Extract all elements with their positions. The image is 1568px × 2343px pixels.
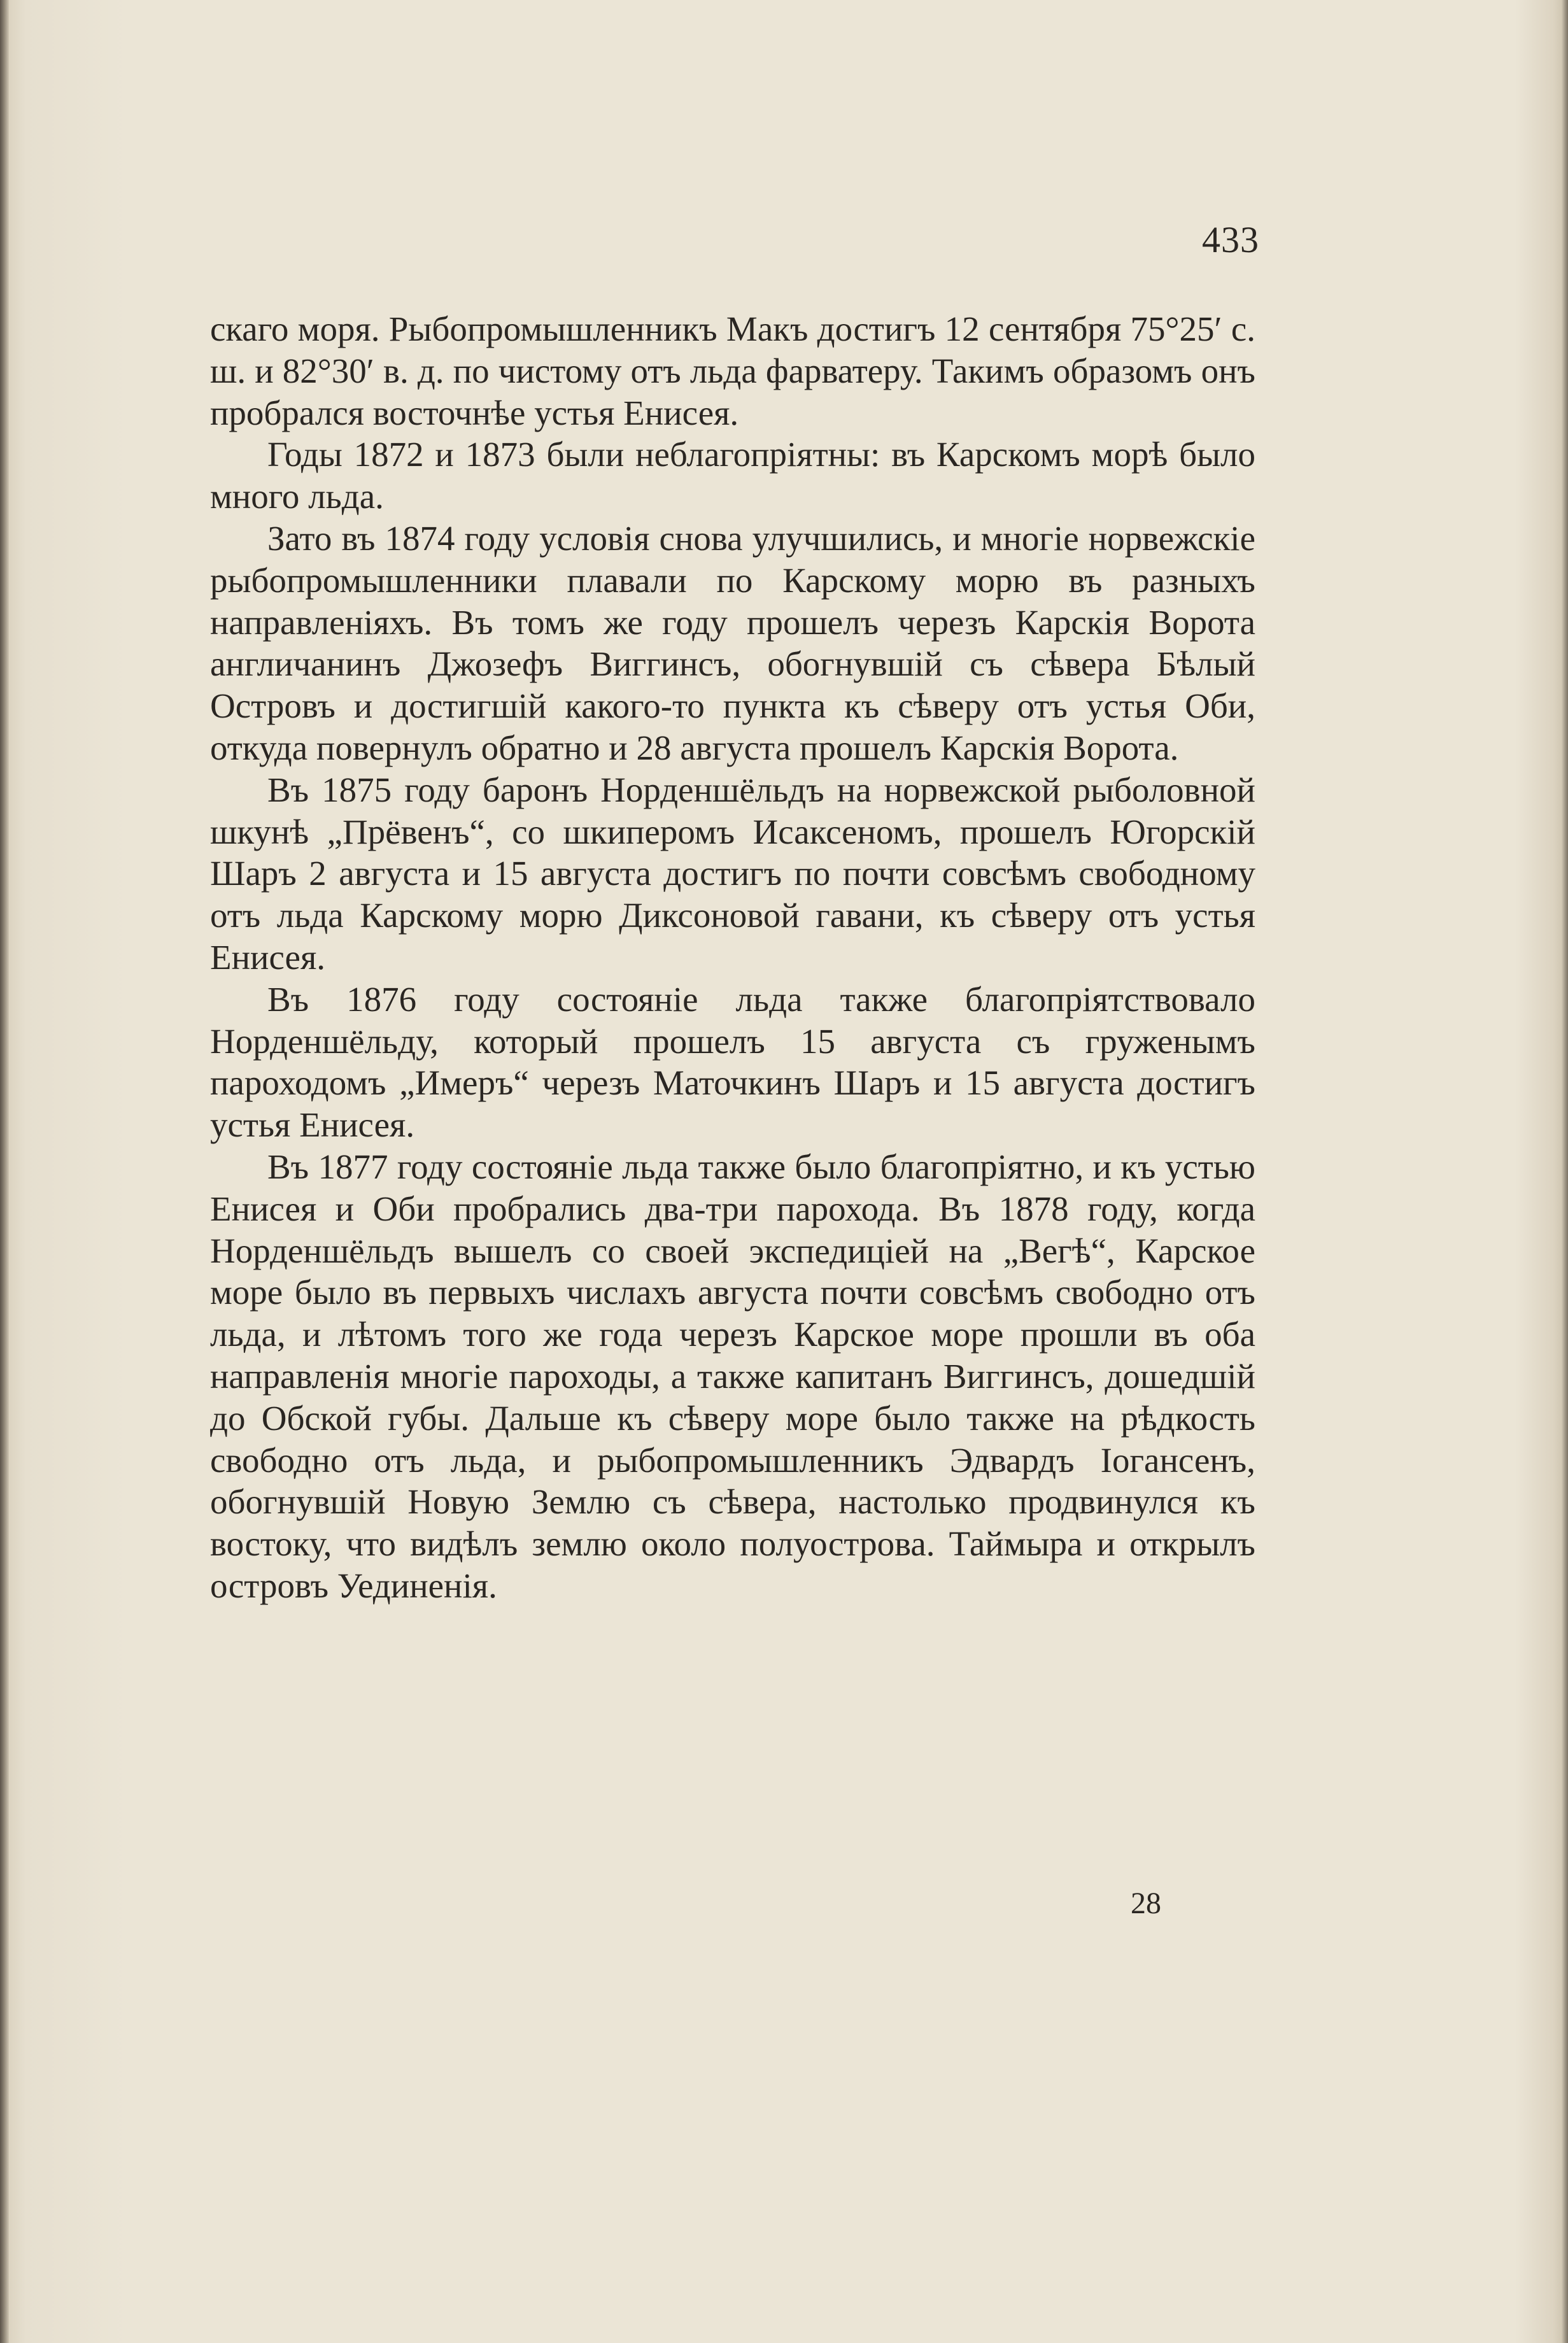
paragraph-2: Годы 1872 и 1873 были неблагопріятны: въ Карскомъ морѣ было много льда.	[210, 435, 1255, 516]
page-number: 433	[1202, 219, 1259, 260]
paragraph-5: Въ 1876 году состояніе льда также благопріятствовало Норденшёльду, который прошелъ 15 августа съ груженымъ пароходомъ „Имеръ“ черезъ Маточкинъ Шаръ и 15 августа достигъ устья Енисея.	[210, 979, 1255, 1145]
page-outer-edge	[1562, 0, 1568, 2343]
paragraph-6: Въ 1877 году состояніе льда также было благопріятно, и къ устью Енисея и Оби пробрались два-три парохода. Въ 1878 году, когда Норденшёльдъ вышелъ со своей экспедиціей на „Вегѣ“, Карское море было въ первыхъ числахъ августа почти совсѣмъ свободно отъ льда, и лѣтомъ того же года черезъ Карское море прошли въ оба направленія многіе пароходы, а также капитанъ Виггинсъ, дошедшій до Обской губы. Дальше къ сѣверу море было также на рѣдкость свободно отъ льда, и рыбопромышленникъ Эдвардъ Іогансенъ, обогнувшій Новую Землю съ сѣвера, настолько продвинулся къ востоку, что видѣлъ землю около полуострова. Таймыра и открылъ островъ Уединенія.	[210, 1147, 1255, 1605]
paragraph-4: Въ 1875 году баронъ Норденшёльдъ на норвежской рыболовной шкунѣ „Прёвенъ“, со шкиперомъ Исаксеномъ, прошелъ Югорскій Шаръ 2 августа и 15 августа достигъ по почти совсѣмъ свободному отъ льда Карскому морю Диксоновой гавани, къ сѣверу отъ устья Енисея.	[210, 770, 1255, 977]
page-binding-edge	[0, 0, 9, 2343]
body-text	[210, 308, 1255, 1607]
signature-mark: 28	[1131, 1886, 1161, 1920]
paragraph-3: Зато въ 1874 году условія снова улучшились, и многіе норвежскіе рыбопромышленники плавали по Карскому морю въ разныхъ направленіяхъ. Въ томъ же году прошелъ черезъ Карскія Ворота англичанинъ Джозефъ Виггинсъ, обогнувшій съ сѣвера Бѣлый Островъ и достигшій какого-то пункта къ сѣверу отъ устья Оби, откуда повернулъ обратно и 28 августа прошелъ Карскія Ворота.	[210, 518, 1255, 767]
paragraph-1: скаго моря. Рыбопромышленникъ Макъ достигъ 12 сентября 75°25′ с. ш. и 82°30′ в. д. по чистому отъ льда фарватеру. Такимъ образомъ онъ пробрался восточнѣе устья Енисея.	[210, 309, 1255, 432]
